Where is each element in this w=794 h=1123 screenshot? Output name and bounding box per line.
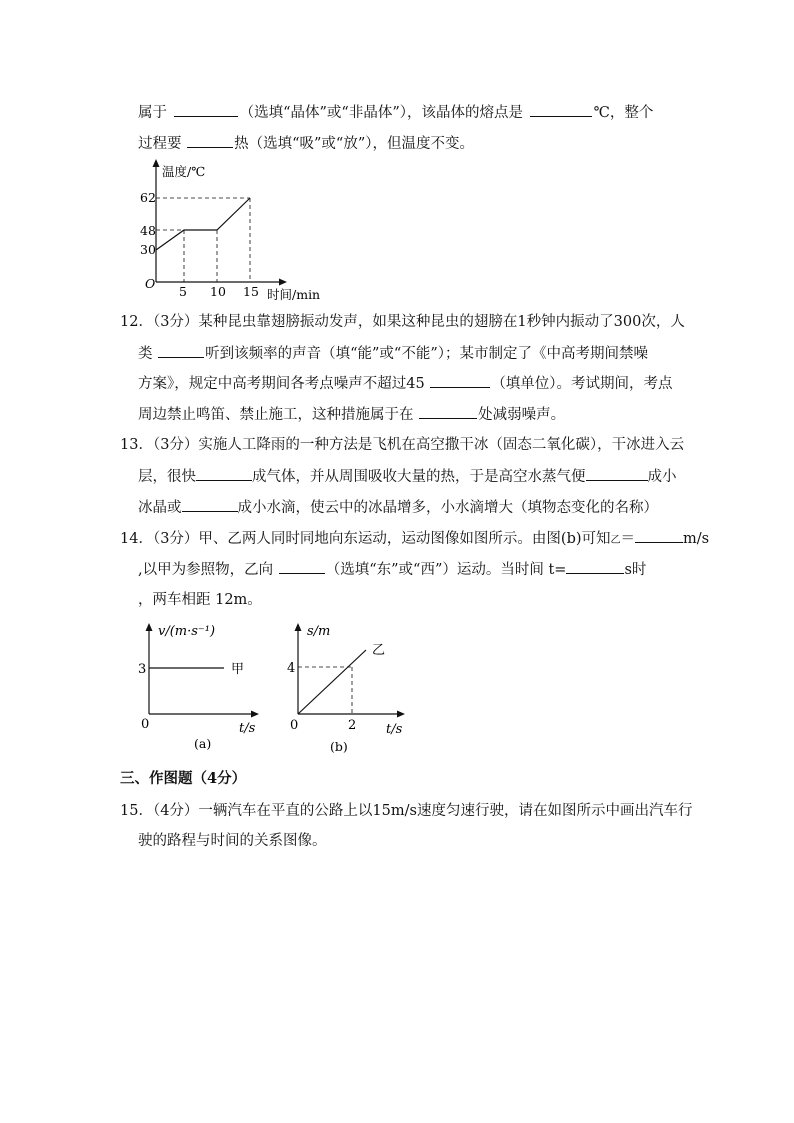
x-axis-arrow xyxy=(279,279,287,286)
q13-line-2: 层，很快 成气体，并从周围吸收大量的热，于是高空水蒸气便 成小 xyxy=(138,466,677,487)
question-13: 13．（3分）实施人工降雨的一种方法是飞机在高空撒干冰（固态二氧化碳），干冰进入云 xyxy=(120,437,685,453)
y-axis-arrow xyxy=(153,159,160,167)
x-tick-2: 2 xyxy=(348,718,357,733)
x-axis-arrow xyxy=(251,711,259,718)
x-axis-arrow xyxy=(397,711,405,718)
origin-label: O xyxy=(145,276,156,291)
y-axis-arrow xyxy=(146,623,153,631)
y-tick-30: 30 xyxy=(140,242,156,257)
origin-label: 0 xyxy=(141,717,150,732)
q14-line-2: ,以甲为参照物，乙向 （选填“东”或“西”）运动。当时间 t= s时 xyxy=(138,559,646,580)
y-axis-label: v/(m·s⁻¹) xyxy=(158,624,216,639)
answer-blank[interactable] xyxy=(187,133,233,148)
y-axis-arrow xyxy=(295,623,302,631)
q14-line-3: ，两车相距 12m。 xyxy=(138,592,262,608)
q11-line-1: 属于 （选填“晶体”或“非晶体”），该晶体的熔点是 ℃，整个 xyxy=(138,102,653,123)
temperature-curve xyxy=(156,198,250,250)
caption-b: (b) xyxy=(330,739,348,754)
q13-line-3: 冰晶或 成小水滴，使云中的冰晶增多，小水滴增大（填物态变化的名称） xyxy=(138,497,658,518)
answer-blank[interactable] xyxy=(430,373,490,388)
caption-a: (a) xyxy=(194,736,212,751)
y-axis-label: 温度/℃ xyxy=(162,164,206,179)
x-axis-label: t/s xyxy=(386,722,403,737)
x-tick-5: 5 xyxy=(179,284,187,299)
y-tick-4: 4 xyxy=(287,661,296,676)
q12-line-4: 周边禁止鸣笛、禁止施工，这种措施属于在 处减弱噪声。 xyxy=(138,404,565,425)
y-tick-62: 62 xyxy=(140,190,156,205)
temperature-time-graph xyxy=(136,158,336,304)
answer-blank[interactable] xyxy=(635,528,683,543)
answer-blank[interactable] xyxy=(419,404,477,419)
answer-blank[interactable] xyxy=(279,559,325,574)
q12-line-3: 方案》，规定中高考期间各考点噪声不超过45 （填单位）。考试期间，考点 xyxy=(138,373,673,394)
answer-blank[interactable] xyxy=(530,102,592,117)
x-axis-label: 时间/min xyxy=(267,287,321,302)
q11-line-2: 过程要 热（选填“吸”或“放”），但温度不变。 xyxy=(138,133,474,154)
answer-blank[interactable] xyxy=(158,343,204,358)
y-tick-3: 3 xyxy=(138,662,147,677)
answer-blank[interactable] xyxy=(586,466,648,481)
q12-line-2: 类 听到该频率的声音（填“能”或“不能”）；某市制定了《中高考期间禁噪 xyxy=(138,343,648,364)
line-yi xyxy=(298,650,366,714)
answer-blank[interactable] xyxy=(196,466,252,481)
x-tick-10: 10 xyxy=(210,284,226,299)
origin-label: 0 xyxy=(290,718,299,733)
answer-blank[interactable] xyxy=(566,559,624,574)
distance-time-graph xyxy=(284,618,414,754)
label-yi: 乙 xyxy=(372,643,386,658)
q15-line-2: 驶的路程与时间的关系图像。 xyxy=(138,833,327,849)
x-tick-15: 15 xyxy=(243,284,259,299)
y-axis-label: s/m xyxy=(307,624,331,639)
velocity-time-graph xyxy=(132,618,272,752)
label-jia: 甲 xyxy=(231,662,245,677)
question-14: 14．（3分）甲、乙两人同时同地向东运动，运动图像如图所示。由图(b)可知乙＝ m/s xyxy=(120,528,709,551)
x-axis-label: t/s xyxy=(239,721,256,736)
y-tick-48: 48 xyxy=(140,223,156,238)
section-heading: 三、作图题（4分） xyxy=(120,770,247,787)
answer-blank[interactable] xyxy=(182,497,238,512)
answer-blank[interactable] xyxy=(174,102,238,117)
question-12: 12．（3分）某种昆虫靠翅膀振动发声，如果这种昆虫的翅膀在1秒钟内振动了300次，人 xyxy=(120,314,685,330)
question-15: 15．（4分）一辆汽车在平直的公路上以15m/s速度匀速行驶，请在如图所示中画出汽车行 xyxy=(120,803,693,819)
